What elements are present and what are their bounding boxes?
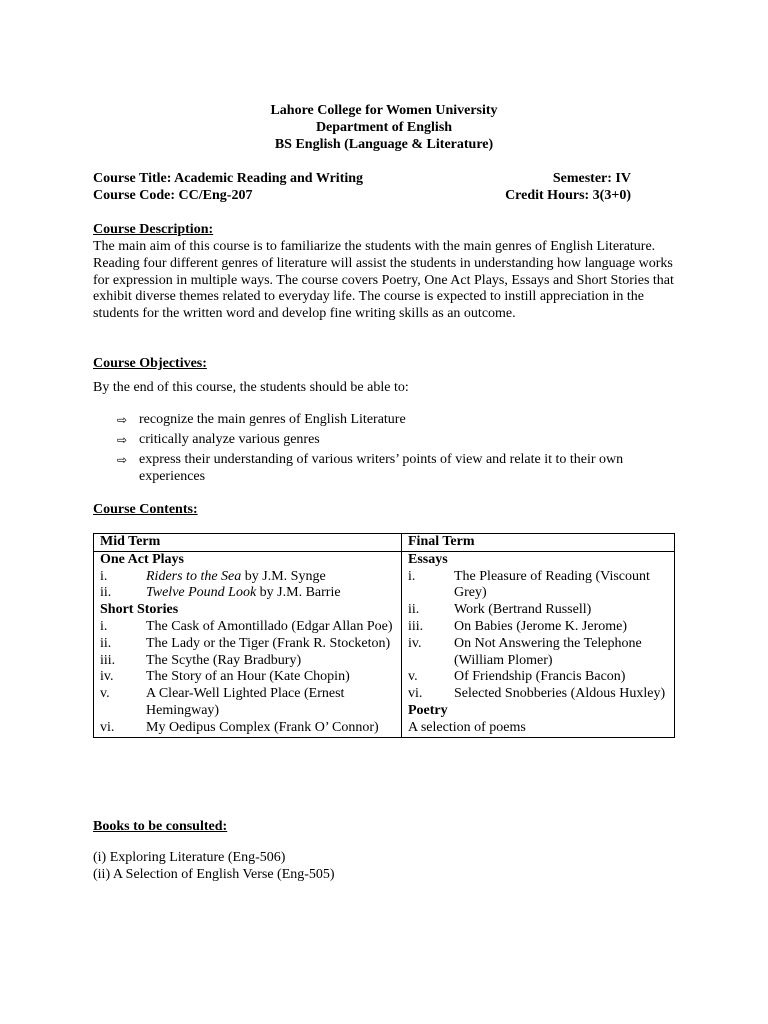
list-item: iv. The Story of an Hour (Kate Chopin) [100,669,350,685]
arrow-right-icon: ⇨ [117,413,128,427]
course-code-row [93,188,631,205]
department-name: Department of English [315,120,453,136]
description-text: The main aim of this course is to familiarize the students with the main genres of English Literature. Reading four different genres of literature will assist the students in understanding how language works for expression in multiple ways. The course covers Poetry, One Act Plays, Essays and Short Stories that exhibit diverse themes related to everyday life. The course is expected to instill appreciation in the students for the written word and develop fine writing skills as an outcome. [93,239,674,322]
list-item: v. A Clear-Well Lighted Place (Ernest Hemingway) [100,686,345,718]
poetry-title: Poetry [408,702,448,718]
short-stories-title: Short Stories [100,602,179,618]
book-item: (ii) A Selection of English Verse (Eng-505) [93,867,335,882]
course-contents-table [93,533,675,738]
table-header-row [94,534,675,552]
credit-hours: Credit Hours: 3(3+0) [505,188,631,203]
list-item: iii. The Scythe (Ray Bradbury) [100,652,302,668]
contents-heading: Course Contents: [93,502,198,517]
one-act-plays-title: One Act Plays [100,551,184,567]
university-name: Lahore College for Women University [270,103,498,118]
mid-term-cell [94,551,402,737]
objective-item: ⇨ critically analyze various genres [117,432,320,447]
objective-item: ⇨ express their understanding of various writers’ points of view and relate it to their own experiences [117,452,624,484]
document-header [0,103,768,155]
book-item: (i) Exploring Literature (Eng-506) [93,850,286,865]
poetry-text: A selection of poems [408,719,526,735]
list-item: ii. Work (Bertrand Russell) [408,602,592,618]
list-item: ii. Twelve Pound Look by J.M. Barrie [100,585,341,601]
objective-item: ⇨ recognize the main genres of English Literature [117,412,406,427]
list-item: iv. On Not Answering the Telephone (William Plomer) [408,635,642,668]
course-title-row [93,171,631,188]
arrow-right-icon: ⇨ [117,453,128,467]
arrow-right-icon: ⇨ [117,433,128,447]
list-item: iii. On Babies (Jerome K. Jerome) [408,618,628,634]
objectives-heading: Course Objectives: [93,356,207,371]
semester: Semester: IV [552,171,631,186]
list-item: i. The Cask of Amontillado (Edgar Allan Poe) [100,618,393,634]
course-title: Course Title: Academic Reading and Writing [93,171,364,186]
list-item: vi. Selected Snobberies (Aldous Huxley) [408,686,666,702]
list-item: vi. My Oedipus Complex (Frank O’ Connor) [100,719,379,735]
course-code: Course Code: CC/Eng-207 [93,188,253,203]
mid-term-header: Mid Term [94,534,402,552]
program-name: BS English (Language & Literature) [274,137,494,153]
books-heading: Books to be consulted: [93,819,228,834]
table-body-row [94,551,675,737]
list-item: ii. The Lady or the Tiger (Frank R. Stocketon) [100,635,391,651]
list-item: i. The Pleasure of Reading (Viscount Grey) [408,568,650,601]
final-term-cell [402,551,675,737]
list-item: v. Of Friendship (Francis Bacon) [408,669,626,685]
objectives-intro: By the end of this course, the students should be able to: [93,380,409,395]
list-item: i. Riders to the Sea by J.M. Synge [100,568,326,584]
description-heading: Course Description: [93,222,214,237]
essays-title: Essays [408,551,448,567]
final-term-header: Final Term [402,534,675,552]
